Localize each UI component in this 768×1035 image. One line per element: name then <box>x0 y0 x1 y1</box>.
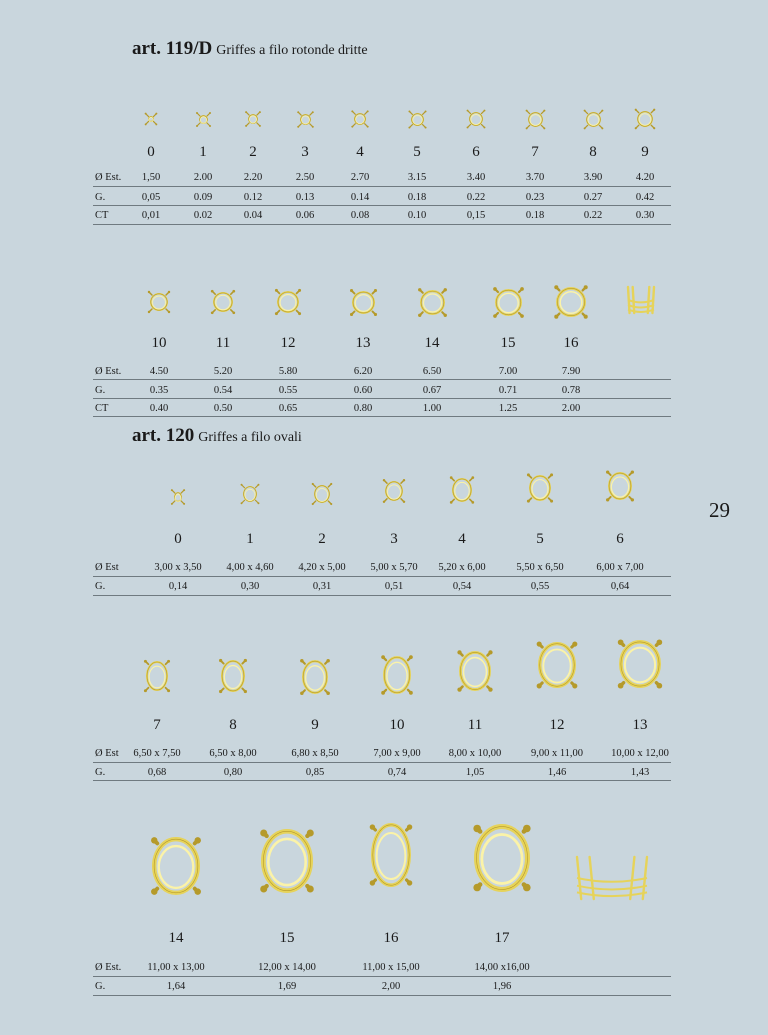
art119-row2-size-3: 13 <box>355 335 371 351</box>
art119-row1-est-4: 2.70 <box>350 172 370 183</box>
art120-code: art. 120 <box>132 425 195 446</box>
art119-row1-label-ct: CT <box>95 210 109 221</box>
art120-row1-g-3: 0,51 <box>384 581 404 592</box>
art120-setting-9-icon <box>297 655 333 699</box>
art120-row2-est-3: 7,00 x 9,00 <box>373 748 421 759</box>
art119-row1-ct-9: 0.30 <box>635 210 655 221</box>
art120-row3-divider-0 <box>93 976 671 977</box>
art119-row1-divider-1 <box>93 205 671 206</box>
art120-row3-g-1: 1,69 <box>277 981 297 992</box>
art120-setting-10-icon <box>378 651 416 699</box>
art119-row1-g-0: 0,05 <box>141 192 161 203</box>
art119-row1-est-3: 2.50 <box>295 172 315 183</box>
art120-row2-size-1: 8 <box>229 717 237 733</box>
art120-setting-11-icon <box>454 646 496 696</box>
art120-row2-est-2: 6,80 x 8,50 <box>291 748 339 759</box>
art119-setting-0-icon <box>143 111 159 127</box>
art120-title <box>132 425 302 447</box>
art120-row1-est-6: 6,00 x 7,00 <box>596 562 644 573</box>
art119-row1-est-7: 3.70 <box>525 172 545 183</box>
art120-row3-label-est: Ø Est. <box>95 962 122 973</box>
art120-row1-size-4: 4 <box>458 531 466 547</box>
art119-row1-divider-0 <box>93 186 671 187</box>
art119-row2-divider-2 <box>93 416 671 417</box>
art119-row2-label-g: G. <box>95 385 106 396</box>
art120-row2-size-3: 10 <box>389 717 405 733</box>
art120-row3-est-1: 12,00 x 14,00 <box>258 962 316 973</box>
art120-row1-size-0: 0 <box>174 531 182 547</box>
art119-row2-size-0: 10 <box>151 335 167 351</box>
art119-row1-label-g: G. <box>95 192 106 203</box>
art119-row1-ct-5: 0.10 <box>407 210 427 221</box>
art120-setting-5-icon <box>524 470 556 506</box>
art120-row1-g-4: 0,54 <box>452 581 472 592</box>
art120-row1-est-2: 4,20 x 5,00 <box>298 562 346 573</box>
art120-setting-7-icon <box>141 656 173 696</box>
art120-row1-label-g: G. <box>95 581 106 592</box>
art119-row2-size-2: 12 <box>280 335 296 351</box>
art120-row1-divider-0 <box>93 576 671 577</box>
art120-setting-17-icon <box>469 819 535 897</box>
art120-row1-label-est: Ø Est <box>95 562 119 573</box>
art119-row1-est-1: 2.00 <box>193 172 213 183</box>
art119-row2-ct-2: 0.65 <box>278 403 298 414</box>
art119-setting-6-icon <box>464 107 488 131</box>
art119-row2-size-1: 11 <box>215 335 231 351</box>
art120-setting-1-icon <box>238 481 262 507</box>
art119-row1-size-3: 3 <box>301 144 309 160</box>
art120-row3-est-0: 11,00 x 13,00 <box>147 962 205 973</box>
art120-row3-g-3: 1,96 <box>492 981 512 992</box>
art119-setting-1-icon <box>194 110 213 129</box>
art119-row1-ct-8: 0.22 <box>583 210 603 221</box>
art119-row1-est-0: 1,50 <box>141 172 161 183</box>
art120-row1-g-6: 0,64 <box>610 581 630 592</box>
art119-row2-g-5: 0.71 <box>498 385 518 396</box>
art120-row3-size-0: 14 <box>168 930 184 946</box>
art120-row1-est-4: 5,20 x 6,00 <box>438 562 486 573</box>
art119-row1-ct-0: 0,01 <box>141 210 161 221</box>
art120-description: Griffes a filo ovali <box>198 430 302 445</box>
art119-row1-divider-2 <box>93 224 671 225</box>
art120-row2-label-g: G. <box>95 767 106 778</box>
art120-row2-label-est: Ø Est <box>95 748 119 759</box>
art119-setting-8-icon <box>581 107 606 132</box>
art120-setting-15-icon <box>256 824 318 898</box>
art119-setting-9-icon <box>632 106 658 132</box>
art120-row2-est-1: 6,50 x 8,00 <box>209 748 257 759</box>
art119-row1-size-2: 2 <box>249 144 257 160</box>
art120-setting-8-icon <box>216 655 250 697</box>
art120-setting-16-icon <box>366 818 416 892</box>
art119-setting-5-icon <box>406 108 429 131</box>
art120-row3-label-g: G. <box>95 981 106 992</box>
page-number: 29 <box>709 498 730 522</box>
art120-row3-est-2: 11,00 x 15,00 <box>362 962 420 973</box>
art119-row2-divider-0 <box>93 379 671 380</box>
art119-row1-est-2: 2.20 <box>243 172 263 183</box>
art120-row1-size-6: 6 <box>616 531 624 547</box>
art119-setting-4-icon <box>349 108 371 130</box>
art120-row2-g-1: 0,80 <box>223 767 243 778</box>
art120-setting-3-icon <box>380 476 408 506</box>
art119-row1-label-est: Ø Est. <box>95 172 122 183</box>
art119-row1-est-9: 4.20 <box>635 172 655 183</box>
art120-row3-size-2: 16 <box>383 930 399 946</box>
art119-row1-g-7: 0.23 <box>525 192 545 203</box>
art120-row1-est-3: 5,00 x 5,70 <box>370 562 418 573</box>
art119-setting-13-icon <box>347 286 380 319</box>
art119-row2-g-3: 0.60 <box>353 385 373 396</box>
art119-row2-size-5: 15 <box>500 335 516 351</box>
art119-row2-est-1: 5.20 <box>213 366 233 377</box>
art119-row1-g-5: 0.18 <box>407 192 427 203</box>
art120-row2-est-4: 8,00 x 10,00 <box>448 748 502 759</box>
art119-row1-size-9: 9 <box>641 144 649 160</box>
art119-setting-3-icon <box>295 109 316 130</box>
art119-row2-ct-4: 1.00 <box>422 403 442 414</box>
art119-setting-14-icon <box>415 285 450 320</box>
art119-setting-7-icon <box>523 107 548 132</box>
art120-setting-13-icon <box>614 635 666 693</box>
art119-setting-10-icon <box>145 288 173 316</box>
art120-row2-g-2: 0,85 <box>305 767 325 778</box>
art119-row2-label-ct: CT <box>95 403 109 414</box>
art119-row2-est-6: 7.90 <box>561 366 581 377</box>
art120-side-view-icon <box>574 854 650 902</box>
art119-side-view-icon <box>625 284 657 316</box>
art119-row1-size-7: 7 <box>531 144 539 160</box>
art120-row1-est-0: 3,00 x 3,50 <box>154 562 202 573</box>
art120-row3-divider-1 <box>93 995 671 996</box>
art119-row2-est-3: 6.20 <box>353 366 373 377</box>
art119-code: art. 119/D <box>132 38 213 59</box>
art120-row1-g-1: 0,30 <box>240 581 260 592</box>
art119-row2-est-5: 7.00 <box>498 366 518 377</box>
art120-row1-g-0: 0,14 <box>168 581 188 592</box>
art119-row2-ct-6: 2.00 <box>561 403 581 414</box>
art119-row1-est-8: 3.90 <box>583 172 603 183</box>
art120-row2-est-6: 10,00 x 12,00 <box>611 748 669 759</box>
art119-row2-size-4: 14 <box>424 335 440 351</box>
art119-row1-ct-6: 0,15 <box>466 210 486 221</box>
art119-row1-est-6: 3.40 <box>466 172 486 183</box>
art120-row2-g-0: 0,68 <box>147 767 167 778</box>
art120-row2-g-4: 1,05 <box>465 767 485 778</box>
art120-setting-12-icon <box>533 637 581 693</box>
art119-setting-15-icon <box>490 284 527 321</box>
art120-row2-g-3: 0,74 <box>387 767 407 778</box>
art120-row1-size-3: 3 <box>390 531 398 547</box>
art120-row2-g-5: 1,46 <box>547 767 567 778</box>
art119-row1-g-8: 0.27 <box>583 192 603 203</box>
art119-row2-label-est: Ø Est. <box>95 366 122 377</box>
art120-setting-6-icon <box>603 467 637 505</box>
art120-row1-divider-1 <box>93 595 671 596</box>
art119-row2-ct-5: 1.25 <box>498 403 518 414</box>
art120-row1-size-5: 5 <box>536 531 544 547</box>
art119-row2-g-2: 0.55 <box>278 385 298 396</box>
art119-row2-size-6: 16 <box>563 335 579 351</box>
art119-row2-g-6: 0.78 <box>561 385 581 396</box>
art119-row1-ct-4: 0.08 <box>350 210 370 221</box>
art119-description: Griffes a filo rotonde dritte <box>216 43 368 58</box>
art120-row2-size-2: 9 <box>311 717 319 733</box>
art119-row2-g-1: 0.54 <box>213 385 233 396</box>
art119-setting-11-icon <box>208 287 238 317</box>
art119-row1-ct-3: 0.06 <box>295 210 315 221</box>
art119-row1-g-1: 0.09 <box>193 192 213 203</box>
art120-row2-divider-1 <box>93 780 671 781</box>
art120-setting-2-icon <box>309 480 335 508</box>
art119-row1-g-6: 0.22 <box>466 192 486 203</box>
art120-row2-size-6: 13 <box>632 717 648 733</box>
art119-title <box>132 38 368 60</box>
art119-row2-ct-1: 0.50 <box>213 403 233 414</box>
art119-row1-size-4: 4 <box>356 144 364 160</box>
art120-row1-g-5: 0,55 <box>530 581 550 592</box>
art119-setting-12-icon <box>272 286 304 318</box>
art119-row2-g-0: 0.35 <box>149 385 169 396</box>
art119-row2-ct-0: 0.40 <box>149 403 169 414</box>
art120-row1-size-1: 1 <box>246 531 254 547</box>
art119-row2-divider-1 <box>93 398 671 399</box>
art120-row1-g-2: 0,31 <box>312 581 332 592</box>
art119-row1-size-6: 6 <box>472 144 480 160</box>
art120-row2-size-5: 12 <box>549 717 565 733</box>
art120-row3-est-3: 14,00 x16,00 <box>474 962 530 973</box>
art119-row1-size-5: 5 <box>413 144 421 160</box>
art120-row2-g-6: 1,43 <box>630 767 650 778</box>
art120-row3-g-2: 2,00 <box>381 981 401 992</box>
art119-row1-size-0: 0 <box>147 144 155 160</box>
art119-row1-g-3: 0.13 <box>295 192 315 203</box>
art119-row1-g-4: 0.14 <box>350 192 370 203</box>
art120-row1-est-1: 4,00 x 4,60 <box>226 562 274 573</box>
art119-row1-ct-1: 0.02 <box>193 210 213 221</box>
art120-setting-4-icon <box>447 473 477 507</box>
art119-row2-est-4: 6.50 <box>422 366 442 377</box>
art120-row3-size-1: 15 <box>279 930 295 946</box>
art119-row2-ct-3: 0.80 <box>353 403 373 414</box>
art119-row1-ct-2: 0.04 <box>243 210 263 221</box>
art120-row3-size-3: 17 <box>494 930 510 946</box>
art120-setting-14-icon <box>147 832 205 900</box>
art120-row2-divider-0 <box>93 762 671 763</box>
art119-row1-est-5: 3.15 <box>407 172 427 183</box>
art120-row2-size-0: 7 <box>153 717 161 733</box>
art119-row2-g-4: 0.67 <box>422 385 442 396</box>
art120-row3-g-0: 1,64 <box>166 981 186 992</box>
art120-row1-size-2: 2 <box>318 531 326 547</box>
art119-setting-2-icon <box>243 109 263 129</box>
art119-row1-ct-7: 0.18 <box>525 210 545 221</box>
art120-row2-est-0: 6,50 x 7,50 <box>133 748 181 759</box>
art120-row1-est-5: 5,50 x 6,50 <box>516 562 564 573</box>
art119-row1-size-8: 8 <box>589 144 597 160</box>
art119-row2-est-0: 4.50 <box>149 366 169 377</box>
art120-row2-size-4: 11 <box>467 717 483 733</box>
art119-row2-est-2: 5.80 <box>278 366 298 377</box>
art120-row2-est-5: 9,00 x 11,00 <box>530 748 584 759</box>
art120-setting-0-icon <box>169 487 187 507</box>
art119-setting-16-icon <box>551 282 591 322</box>
art119-row1-g-2: 0.12 <box>243 192 263 203</box>
art119-row1-g-9: 0.42 <box>635 192 655 203</box>
art119-row1-size-1: 1 <box>199 144 207 160</box>
